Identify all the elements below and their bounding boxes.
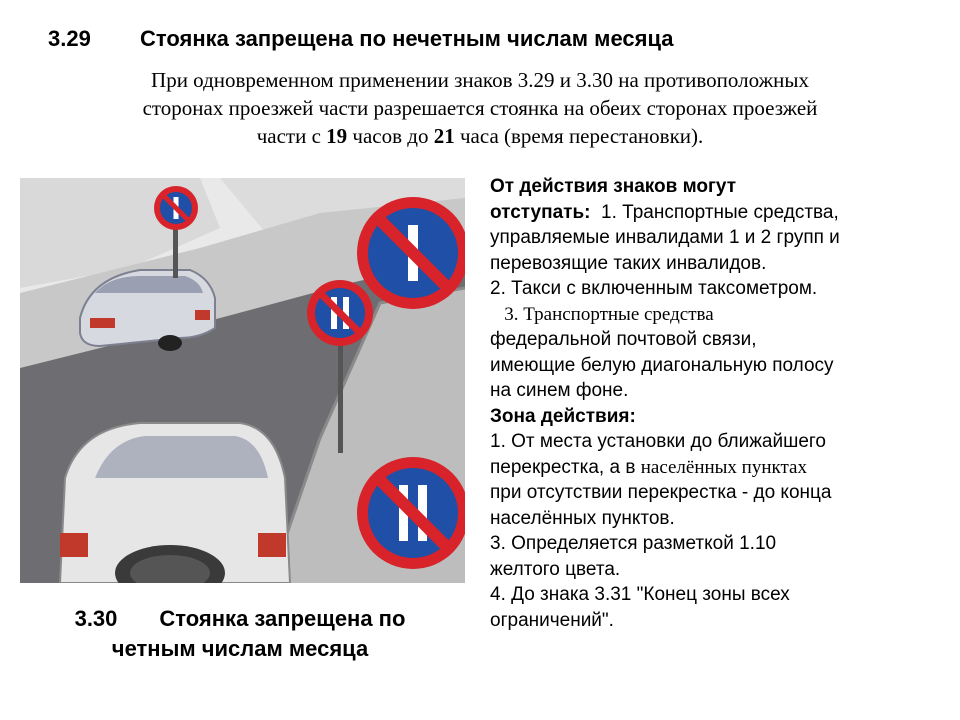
car-near bbox=[60, 423, 290, 583]
sign-330-caption bbox=[30, 604, 450, 664]
exceptions-item-1 bbox=[490, 200, 950, 226]
zone-item-4-b: ограничений". bbox=[490, 609, 614, 631]
intro-text: часа (время перестановки). bbox=[454, 124, 704, 148]
intro-text: часов до bbox=[347, 124, 434, 148]
caption-title-1: Стоянка запрещена по bbox=[159, 606, 406, 631]
street-illustration bbox=[20, 178, 465, 583]
exceptions-item-1-c: перевозящие таких инвалидов. bbox=[490, 252, 767, 274]
zone-heading: Зона действия: bbox=[490, 405, 636, 427]
page-title bbox=[48, 26, 674, 52]
zone-item-1-b bbox=[490, 455, 950, 481]
sign-title-329: Стоянка запрещена по нечетным числам месяца bbox=[140, 26, 674, 51]
exceptions-item-3-b: федеральной почтовой связи, bbox=[490, 329, 757, 350]
exceptions-item-1-b: управляемые инвалидами 1 и 2 групп и bbox=[490, 227, 840, 248]
rules-column bbox=[490, 174, 950, 633]
zone-item-3-b: желтого цвета. bbox=[490, 558, 621, 580]
caption-line-1 bbox=[30, 604, 450, 634]
sign-329-far bbox=[154, 186, 198, 230]
intro-line-2: сторонах проезжей части разрешается стоянка на обеих сторонах проезжей bbox=[142, 96, 818, 120]
zone-item-1-a: 1. От места установки до ближайшего bbox=[490, 431, 826, 452]
intro-line-3 bbox=[30, 122, 930, 150]
sign-329-large bbox=[357, 197, 465, 309]
exceptions-item-2: 2. Такси с включенным таксометром. bbox=[490, 278, 818, 299]
exceptions-heading-2: отступать: bbox=[490, 201, 591, 223]
exceptions-heading: От действия знаков могут bbox=[490, 176, 737, 197]
exceptions-item-3-c: имеющие белую диагональную полосу bbox=[490, 354, 834, 376]
zone-item-1-c: при отсутствии перекрестка - до конца bbox=[490, 482, 832, 503]
zone-text: перекрестка, а в bbox=[490, 456, 641, 478]
zone-item-4-a: 4. До знака 3.31 "Конец зоны всех bbox=[490, 584, 790, 605]
intro-hour-start: 19 bbox=[326, 124, 348, 148]
intro-text: части с bbox=[256, 124, 327, 148]
exceptions-item-3-a: 3. Транспортные средства bbox=[490, 303, 714, 325]
zone-item-1-d: населённых пунктов. bbox=[490, 507, 675, 529]
exceptions-item-1-a: 1. Транспортные средства, bbox=[590, 201, 839, 223]
sign-330-large bbox=[357, 457, 465, 569]
intro-hour-end: 21 bbox=[433, 124, 455, 148]
sign-pole-far bbox=[173, 223, 178, 278]
sign-330-middle bbox=[307, 280, 373, 346]
intro-line-1: При одновременном применении знаков 3.29 и 3.30 на противоположных bbox=[151, 68, 809, 92]
sign-number-330: 3.30 bbox=[74, 606, 118, 631]
zone-text-serif: населённых пунктах bbox=[640, 456, 807, 478]
intro-paragraph bbox=[30, 66, 930, 150]
sign-number-329: 3.29 bbox=[48, 26, 91, 51]
exceptions-item-3-d: на синем фоне. bbox=[490, 380, 629, 401]
caption-line-2: четным числам месяца bbox=[111, 636, 369, 661]
sign-pole-middle bbox=[338, 338, 343, 453]
zone-item-3-a: 3. Определяется разметкой 1.10 bbox=[490, 533, 777, 554]
